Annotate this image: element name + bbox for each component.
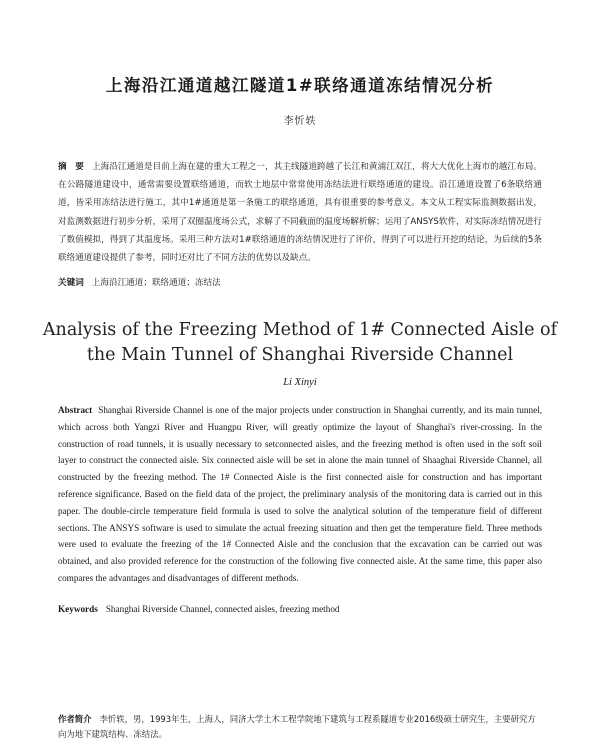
chinese-keywords-label: 关键词 <box>58 278 84 288</box>
english-abstract-label: Abstract <box>58 405 93 415</box>
english-abstract <box>58 402 542 587</box>
chinese-abstract-text: 上海沿江通道是目前上海在建的重大工程之一，其主线隧道跨越了长江和黄浦江双江，将大大优化上海市的越江布局。在公路隧道建设中，通常需要设置联络通道，而软土地层中常常使用冻结法进行联络通道的建设。沿江通道设置了6条联络通道，皆采用冻结法进行施工，其中1#通道是第一条施工的联络通道，具有很重要的参考意义。本文从工程实际监测数据出发，对监测数据进行初步分析，采用了双圈温度场公式，求解了不同截面的温度场解析解；运用了ANSYS软件，对实际冻结情况进行了数值模拟，得到了其温度场。采用三种方法对1#联络通道的冻结情况进行了评价，得到了可以进行开挖的结论，为后续的5条联络通道建设提供了参考，同时还对比了不同方法的优势以及缺点。 <box>58 162 542 264</box>
author-bio-text: 李忻轶，男，1993年生，上海人，同济大学土木工程学院地下建筑与工程系隧道专业2016级硕士研究生，主要研究方向为地下建筑结构、冻结法。 <box>58 714 536 739</box>
chinese-keywords-text: 上海沿江通道；联络通道；冻结法 <box>91 278 221 288</box>
chinese-abstract-label: 摘 要 <box>58 162 84 172</box>
chinese-author: 李忻轶 <box>283 116 317 127</box>
english-keywords <box>58 604 542 614</box>
english-author: Li Xinyi <box>283 377 317 388</box>
english-keywords-label: Keywords <box>58 604 98 614</box>
english-abstract-text: Shanghai Riverside Channel is one of the major projects under construction in Shanghai currently, and its main tunnel, which across both Yangzi River and Huangpu River, will greatly optimize the layout of Shanghai's river-crossing. In the construction of road tunnels, it is usually necessary to setconnected aisles, and the freezing method is often used in the soft soil layer to construct the connected aisle. Six connected aisle will be set in alone the main tunnel of Shaaghai Riverside Channel, all constructed by the freezing method. The 1# Connected Aisle is the first connected aisle for construction and has important reference significance. Based on the field data of the project, the preliminary analysis of the monitoring data is carried out in this paper. The double-circle temperature field formula is used to solve the analytical solution of the temperature field of different sections. The ANSYS software is used to simulate the actual freezing situation and then get the temperature field. Three methods were used to evaluate the freezing of the 1# Connected Aisle and the conclusion that the excavation can be carried out was obtained, and also provided reference for the construction of the following five connected aisle. At the same time, this paper also compares the advantages and disadvantages of different methods. <box>58 405 542 583</box>
english-title: Analysis of the Freezing Method of 1# Connected Aisle of the Main Tunnel of Shanghai Riverside Channel <box>42 320 558 365</box>
chinese-keywords <box>58 275 542 291</box>
chinese-title: 上海沿江通道越江隧道1#联络通道冻结情况分析 <box>105 76 495 95</box>
chinese-abstract <box>58 158 542 267</box>
author-bio-footnote <box>58 712 542 742</box>
author-bio-label: 作者简介 <box>58 714 92 724</box>
english-keywords-text: Shanghai Riverside Channel, connected aisles, freezing method <box>105 604 340 614</box>
